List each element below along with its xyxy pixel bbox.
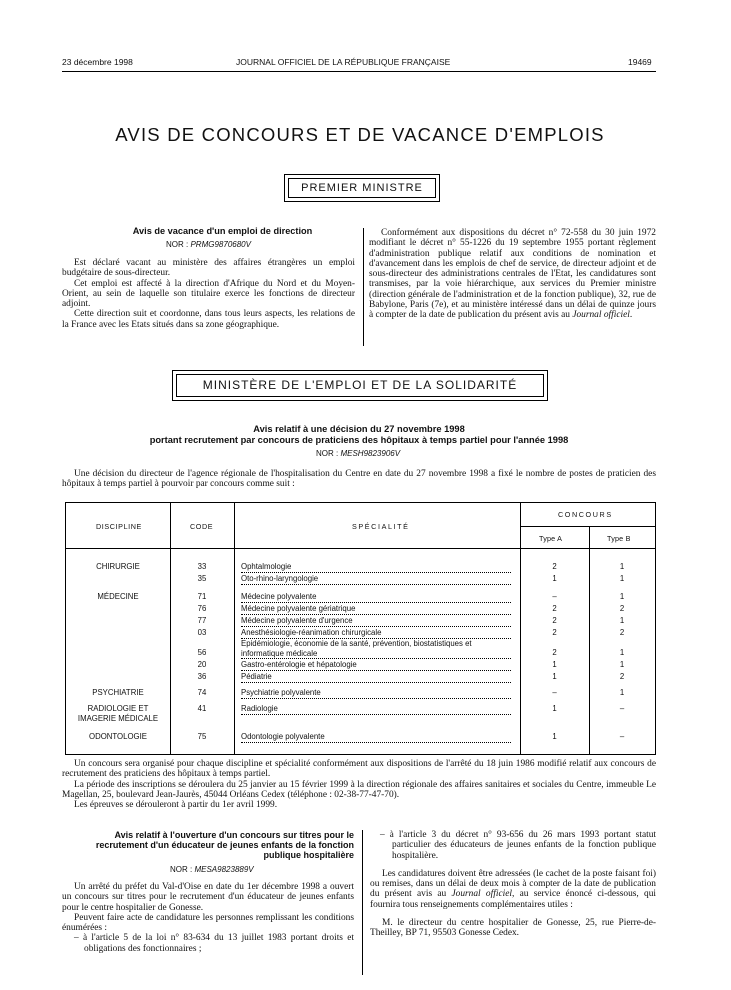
col-header-specialite: SPÉCIALITÉ: [352, 522, 410, 531]
section3-right-text: [370, 830, 656, 939]
avis-title-line: portant recrutement par concours de praticiens des hôpitaux à temps partiel pour l'année 1998: [149, 434, 569, 445]
paragraph: – à l'article 5 de la loi n° 83-634 du 13 juillet 1983 portant droits et obligations des fonctionnaires ;: [74, 933, 354, 954]
nor-code: PRMG9870680V: [190, 240, 251, 249]
avis-title-line: Avis relatif à une décision du 27 novembre 1998: [253, 424, 465, 434]
col-header-type-a: Type A: [539, 534, 563, 543]
cell-code: 20: [197, 660, 207, 669]
header-rule: [62, 71, 656, 72]
paragraph: M. le directeur du centre hospitalier de Gonesse, 25, rue Pierre-de-Theilley, BP 71, 95503 Gonesse Cedex.: [370, 918, 656, 939]
cell-specialite: Médecine polyvalente gériatrique: [241, 604, 511, 615]
paragraph: Les candidatures doivent être adressées (le cachet de la poste faisant foi) ou remises, dans un délai de deux mois à compter de la date de publication du présent avis au Journal officiel, au service énoncé ci-dessous, qui fournira tous renseignements complémentaires utiles :: [370, 868, 657, 910]
header-journal-title: JOURNAL OFFICIEL DE LA RÉPUBLIQUE FRANÇAISE: [236, 57, 451, 67]
cell-type-a: 1: [552, 660, 557, 669]
cell-type-a: 1: [552, 574, 557, 583]
nor-reference-1: [166, 240, 251, 249]
col-header-type-b: Type B: [607, 534, 631, 543]
cell-specialite: Oto-rhino-laryngologie: [241, 574, 511, 585]
cell-type-a: 2: [552, 604, 557, 613]
cell-type-a: 2: [552, 648, 557, 657]
cell-specialite: Médecine polyvalente: [241, 592, 511, 603]
cell-code: 75: [197, 732, 207, 741]
section2-intro: [62, 469, 656, 490]
cell-type-b: 1: [619, 574, 625, 583]
paragraph: Un arrêté du préfet du Val-d'Oise en date du 1er décembre 1998 a ouvert un concours sur titres pour le recrutement d'un éducateur de jeunes enfants pour le centre hospitalier de Gonesse.: [62, 882, 354, 913]
cell-type-b: 1: [619, 592, 625, 601]
cell-discipline: ODONTOLOGIE: [89, 732, 147, 741]
cell-specialite: Pédiatrie: [241, 672, 511, 683]
col-header-concours: CONCOURS: [558, 510, 613, 519]
column-divider: [363, 228, 364, 346]
cell-specialite: Médecine polyvalente d'urgence: [241, 616, 511, 627]
cell-specialite: Anesthésiologie-réanimation chirurgicale: [241, 628, 511, 639]
nor-code: MESA9823889V: [194, 865, 254, 874]
section1-right-text: [369, 228, 656, 321]
nor-reference-2: [316, 449, 400, 458]
paragraph: Une décision du directeur de l'agence régionale de l'hospitalisation du Centre en date du 27 novembre 1998 a fixé le nombre de postes de praticien des hôpitaux à temps partiel à pourvoir par concours comme suit :: [62, 469, 656, 490]
cell-type-b: 1: [619, 688, 625, 697]
ministry-title: PREMIER MINISTRE: [288, 178, 436, 198]
cell-type-a: –: [552, 592, 557, 601]
cell-discipline: CHIRURGIE: [96, 562, 140, 571]
cell-type-a: 1: [552, 672, 557, 681]
cell-code: 76: [197, 604, 207, 613]
cell-type-b: –: [619, 704, 625, 713]
cell-type-a: 2: [552, 628, 557, 637]
cell-type-b: 2: [619, 628, 625, 637]
cell-specialite: Gastro-entérologie et hépatologie: [241, 660, 511, 671]
cell-type-b: –: [619, 732, 625, 741]
cell-type-b: 2: [619, 604, 625, 613]
paragraph: Les épreuves se dérouleront à partir du 1er avril 1999.: [74, 800, 278, 811]
cell-code: 35: [197, 574, 207, 583]
paragraph: Est déclaré vacant au ministère des affaires étrangères un emploi budgétaire de sous-directeur.: [62, 258, 355, 279]
ministry-box-emploi: [172, 370, 548, 401]
page-title: AVIS DE CONCOURS ET DE VACANCE D'EMPLOIS: [115, 124, 605, 145]
cell-type-b: 1: [619, 648, 625, 657]
paragraph: Cette direction suit et coordonne, dans tous leurs aspects, les relations de la France avec les Etats situés dans sa zone géographique.: [62, 309, 355, 330]
cell-type-b: 1: [619, 660, 625, 669]
cell-type-a: 1: [552, 704, 557, 713]
paragraph: Peuvent faire acte de candidature les personnes remplissant les conditions énumérées :: [62, 912, 354, 934]
cell-code: 77: [197, 616, 207, 625]
cell-type-a: –: [552, 688, 557, 697]
avis-title-vacance: Avis de vacance d'un emploi de direction: [132, 226, 313, 236]
cell-type-b: 1: [619, 616, 625, 625]
ministry-box-premier: [284, 174, 440, 202]
nor-reference-3: [170, 865, 254, 874]
avis-title-decision: [62, 424, 656, 445]
cell-type-b: 2: [619, 672, 625, 681]
nor-label: NOR :: [166, 240, 189, 249]
cell-code: 03: [197, 628, 207, 637]
concours-table: [65, 502, 656, 755]
nor-label: NOR :: [170, 865, 193, 874]
cell-code: 36: [197, 672, 207, 681]
cell-type-a: 2: [552, 616, 557, 625]
header-page-number: 19469: [628, 57, 652, 67]
cell-type-b: 1: [619, 562, 625, 571]
cell-discipline: PSYCHIATRIE: [92, 688, 144, 697]
paragraph: – à l'article 3 du décret n° 93-656 du 26 mars 1993 portant statut particulier des éducateurs de jeunes enfants de la fonction publique hospitalière.: [380, 830, 656, 861]
paragraph: Un concours sera organisé pour chaque discipline et spécialité conformément aux dispositions de l'arrêté du 18 juin 1986 modifié relatif aux concours de recrutement des praticiens des hôpitaux à temps partiel.: [62, 759, 656, 780]
cell-code: 74: [197, 688, 207, 697]
nor-code: MESH9823906V: [340, 449, 401, 458]
cell-code: 41: [197, 704, 207, 713]
cell-specialite: Epidémiologie, économie de la santé, prévention, biostatistiques et informatique médicale: [241, 639, 511, 659]
col-header-code: CODE: [190, 522, 214, 531]
cell-code: 56: [197, 648, 207, 657]
header-date: 23 décembre 1998: [62, 57, 133, 67]
section2-after-text: [62, 759, 656, 810]
ministry-title: MINISTÈRE DE L'EMPLOI ET DE LA SOLIDARITÉ: [176, 374, 544, 397]
cell-type-a: 1: [552, 732, 557, 741]
cell-type-a: 2: [552, 562, 557, 571]
cell-code: 33: [197, 562, 207, 571]
cell-discipline: RADIOLOGIE ET IMAGERIE MÉDICALE: [77, 704, 159, 723]
paragraph: La période des inscriptions se déroulera du 25 janvier au 15 février 1999 à la direction régionale des affaires sanitaires et sociales du Centre, immeuble Le Magellan, 25, boulevard Jean-Jaurès, 45044 Orléans Cedex (téléphone : 02-38-77-47-70).: [62, 779, 656, 800]
cell-specialite: Odontologie polyvalente: [241, 732, 511, 743]
section3-left-text: [62, 882, 354, 954]
paragraph: Cet emploi est affecté à la direction d'Afrique du Nord et du Moyen-Orient, au sein de laquelle son titulaire exerce les fonctions de directeur adjoint.: [62, 278, 355, 310]
cell-specialite: Radiologie: [241, 704, 511, 715]
avis-title-concours-educateur: Avis relatif à l'ouverture d'un concours sur titres pour le recrutement d'un éducateur de jeunes enfants de la fonction publique hospitalière: [95, 830, 354, 861]
column-divider: [362, 830, 363, 975]
paragraph: Conformément aux dispositions du décret n° 72-558 du 30 juin 1972 modifiant le décret n° 55-1226 du 19 septembre 1955 portant règlement d'administration publique relatif aux conditions de nomination et d'avancement dans les emplois de chef de service, de directeur adjoint et de sous-directeur des administrations centrales de l'Etat, les candidatures sont transmises, par la voie hiérarchique, aux services du Premier ministre (direction générale de l'administration et de la fonction publique), 32, rue de Babylone, Paris (7e), et au ministère intéressé dans un délai de quinze jours à compter de la date de publication du présent avis au Journal officiel.: [369, 228, 656, 321]
nor-label: NOR :: [316, 449, 339, 458]
cell-code: 71: [197, 592, 207, 601]
section1-left-text: [62, 258, 355, 330]
cell-specialite: Ophtalmologie: [241, 562, 511, 573]
cell-discipline: MÉDECINE: [97, 592, 139, 601]
col-header-discipline: DISCIPLINE: [96, 522, 142, 531]
cell-specialite: Psychiatrie polyvalente: [241, 688, 511, 699]
